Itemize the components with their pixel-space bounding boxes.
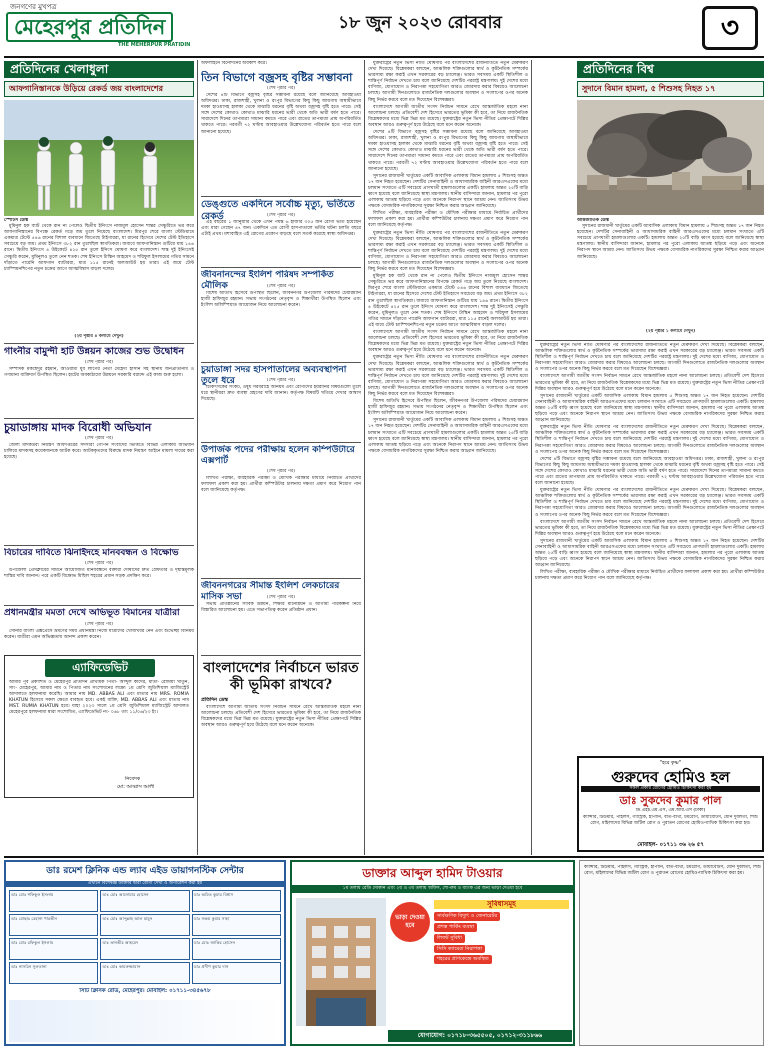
col4-body-text-4: যুক্তরাষ্ট্রের নতুন ভিসা নীতি ঘোষণার পর বাংলাদেশের রাজনীতিতে নতুন মেরুকরণ দেখা দিয়েছে। বিশ্লেষকরা বলছেন, আঞ্চলিক শক্তিগুলোর স্বার্থ ও কূটনৈতিক সম্পর্কের ভারসাম্য রক্ষা করাই এখন সরকারের বড় চ্যালেঞ্জ। ভারত সবসময় একটি স্থিতিশীল ও শান্তিপূর্ণ নির্বাচন দেখতে চায় বলে জানিয়েছে দেশটির পররাষ্ট্র মন্ত্রণালয়। দুই দেশের মধ্যে বাণিজ্য, যোগাযোগ ও নিরাপত্তা সহযোগিতা আরও জোরদার করার বিষয়েও আলোচনা চলছে। আগামী দিনগুলোতে রাজনৈতিক দলগুলোর অবস্থান ও সংলাপের ওপর অনেক কিছু নির্ভর করবে বলে মত দিয়েছেন বিশেষজ্ঞরা। bbox=[535, 425, 764, 455]
left-body-2-text: জেলা মাদকদ্রব্য নিয়ন্ত্রণ অধিদপ্তরের সদস্যরা গোপন সংবাদের ভিত্তিতে বিভিন্ন এলাকায় অভিযান চালিয়ে মাদকসহ কয়েকজনকে আটক করে। আটককৃতদের বিরুদ্ধে মাদক নিয়ন্ত্রণ আইনে মামলা দায়ের করা হয়েছে। bbox=[4, 443, 194, 461]
sports-continued: (২য় পৃষ্ঠার ৪ কলামে দেখুন) bbox=[74, 334, 124, 339]
tower-perk-3: লিফট সুবিধা bbox=[434, 934, 465, 943]
sports-photo bbox=[4, 100, 194, 216]
left-body-4-text: সোনার বাংলা এক্সপ্রেসে ভ্রমণের সময় প্রধানমন্ত্রী নিজে যাত্রীদের খোঁজখবর নেন এবং শুভেচ্ছা বিনিময় করেন। যাত্রীরা এমন অভিজ্ঞতায় আনন্দ প্রকাশ করেন। bbox=[4, 629, 194, 641]
main-source-4: (শেষ পৃষ্ঠার পর) bbox=[267, 378, 295, 383]
main-body-6 bbox=[201, 602, 361, 652]
clinic-doctor-6: ডাঃ সঞ্জয় কুমার সাহা bbox=[192, 914, 281, 936]
col3-body-text-6: যুক্তরাষ্ট্রের নতুন ভিসা নীতি ঘোষণার পর বাংলাদেশের রাজনীতিতে নতুন মেরুকরণ দেখা দিয়েছে। বিশ্লেষকরা বলছেন, আঞ্চলিক শক্তিগুলোর স্বার্থ ও কূটনৈতিক সম্পর্কের ভারসাম্য রক্ষা করাই এখন সরকারের বড় চ্যালেঞ্জ। ভারত সবসময় একটি স্থিতিশীল ও শান্তিপূর্ণ নির্বাচন দেখতে চায় বলে জানিয়েছে দেশটির পররাষ্ট্র মন্ত্রণালয়। দুই দেশের মধ্যে বাণিজ্য, যোগাযোগ ও নিরাপত্তা সহযোগিতা আরও জোরদার করার বিষয়েও আলোচনা চলছে। আগামী দিনগুলোতে রাজনৈতিক দলগুলোর অবস্থান ও সংলাপের ওপর অনেক কিছু নির্ভর করবে বলে মত দিয়েছেন বিশেষজ্ঞরা। bbox=[368, 230, 528, 273]
clinic-row-4 bbox=[9, 962, 281, 984]
smoke-over-city-illustration bbox=[577, 100, 764, 215]
tower-perk-5: শহরের প্রাণকেন্দ্রে অবস্থিত bbox=[434, 955, 492, 964]
col3-body-text-11: সুদানের রাজধানী খার্তুমের একটি আবাসিক এলাকায় বিমান হামলায় ৫ শিশুসহ অন্তত ১৭ জন নিহত হয়েছেন। দেশটির সেনাবাহিনী ও আধাসামরিক বাহিনী আরএসএফের মধ্যে চলমান সংঘাতে এটি সবচেয়ে প্রাণঘাতী হামলাগুলোর একটি। হামলায় অন্তত ২৫টি বাড়ি ধ্বংস হয়েছে বলে জানিয়েছে স্বাস্থ্য মন্ত্রণালয়। স্থানীয় বাসিন্দারা জানান, হামলার পর পুরো এলাকায় আতঙ্ক ছড়িয়ে পড়ে এবং অনেকে নিরাপদ স্থানে আশ্রয় নেন। জাতিসংঘ উভয় পক্ষকে বেসামরিক নাগরিকদের সুরক্ষা নিশ্চিত করার আহ্বান জানিয়েছে। bbox=[368, 418, 528, 454]
world-caption: আন্তর্জাতিক ডেস্ক bbox=[577, 218, 610, 223]
sports-body-text: মুমিনুল হক ব্যাট থেকে রান না পেলেও দ্বিতীয় ইনিংসে নাজমুল হোসেন শান্তর সেঞ্চুরিতে ভর করে আফগানিস্তানের বিপক্ষে রেকর্ড গড়ে জয় তুলে নিয়েছে বাংলাদেশ। মিরপুর শেরে বাংলা স্টেডিয়ামে একমাত্র টেস্টে ৫৪৬ রানের বিশাল ব্যবধানে জিতেছে টাইগাররা, যা রানের হিসেবে দেশের টেস্ট ইতিহাসে সবচেয়ে বড় জয়। প্রথম ইনিংসে ৩৮২ রান তুলেছিল স্বাগতিকরা। জবাবে আফগানিস্তান গুটিয়ে যায় ১৪৬ রানে। দ্বিতীয় ইনিংসে ৪ উইকেটে ৪২৫ রান তুলে ইনিংস ঘোষণা করে বাংলাদেশ। শান্ত দুই ইনিংসেই সেঞ্চুরি করেন, মুমিনুলও তুলে নেন শতক। শেষ ইনিংসে টাস্কিন আহমেদ ও শরিফুল ইসলামের গতির সামনে দাঁড়াতে পারেনি আফগান ব্যাটাররা, মাত্র ১১৫ রানেই অলআউট হয় তারা। এই জয়ে টেস্ট চ্যাম্পিয়নশিপের নতুন চক্রের আগে আত্মবিশ্বাস বাড়ল দলের। bbox=[4, 224, 194, 272]
main-rule-4 bbox=[201, 442, 361, 443]
affidavit-title bbox=[45, 659, 155, 677]
col3-body-text: যুক্তরাষ্ট্রের নতুন ভিসা নীতি ঘোষণার পর বাংলাদেশের রাজনীতিতে নতুন মেরুকরণ দেখা দিয়েছে। বিশ্লেষকরা বলছেন, আঞ্চলিক শক্তিগুলোর স্বার্থ ও কূটনৈতিক সম্পর্কের ভারসাম্য রক্ষা করাই এখন সরকারের বড় চ্যালেঞ্জ। ভারত সবসময় একটি স্থিতিশীল ও শান্তিপূর্ণ নির্বাচন দেখতে চায় বলে জানিয়েছে দেশটির পররাষ্ট্র মন্ত্রণালয়। দুই দেশের মধ্যে বাণিজ্য, যোগাযোগ ও নিরাপত্তা সহযোগিতা আরও জোরদার করার বিষয়েও আলোচনা চলছে। আগামী দিনগুলোতে রাজনৈতিক দলগুলোর অবস্থান ও সংলাপের ওপর অনেক কিছু নির্ভর করবে বলে মত দিয়েছেন বিশেষজ্ঞরা। bbox=[368, 61, 528, 103]
sports-body bbox=[4, 218, 194, 334]
clinic-band bbox=[9, 1000, 281, 1042]
world-body bbox=[577, 218, 764, 328]
main-source-5: (শেষ পৃষ্ঠার পর) bbox=[267, 469, 295, 474]
left-body-1 bbox=[4, 367, 194, 417]
clinic-doctor-3: ডাঃ অমিত কুমার বিশ্বাস bbox=[192, 890, 281, 912]
main-body-1 bbox=[201, 93, 361, 193]
left-headline-4: প্রধানমন্ত্রীর মমতা দেখে অভিভূত বিমানের যাত্রীরা bbox=[4, 608, 180, 618]
page-number bbox=[702, 6, 758, 50]
clinic-row-3 bbox=[9, 938, 281, 960]
clinic-doctor-11: ডাঃ মোঃ কামরুজ্জামান bbox=[100, 962, 189, 984]
col3-body-text-8: বাংলাদেশে আগামী জাতীয় সংসদ নির্বাচন সামনে রেখে আন্তর্জাতিক মহলে নানা আলোচনা চলছে। প্রতিবেশী দেশ হিসেবে ভারতের ভূমিকা কী হবে, তা নিয়ে রাজনৈতিক বিশ্লেষকদের মধ্যে ভিন্ন ভিন্ন মত রয়েছে। যুক্তরাষ্ট্রের নতুন ভিসা নীতির প্রেক্ষাপটে দিল্লির অবস্থান আরও গুরুত্বপূর্ণ হয়ে উঠেছে বলে মনে করেন অনেকে। bbox=[368, 330, 528, 354]
masthead bbox=[0, 0, 768, 54]
world-section-title: প্রতিদিনের বিশ্ব bbox=[583, 62, 654, 77]
left-source-2: (শেষ পৃষ্ঠার পর) bbox=[85, 436, 113, 441]
ad-right-filler-body: ক্যান্সার, টিউমার, পাইলস, গ্যাস্ট্রিক, হাঁপানি, বাত-ব্যথা, চর্মরোগ, ডায়াবেটিস, যৌন দুর্বলতা, শিশু রোগ, মহিলাদের বিভিন্ন জটিল রোগ ও পুরাতন রোগের হোমিওপ্যাথিক চিকিৎসা করা হয়। bbox=[584, 865, 761, 877]
world-bottom-rule bbox=[535, 340, 764, 341]
masthead-rule bbox=[4, 56, 764, 58]
ad-right-filler bbox=[579, 860, 764, 1046]
main-body-3-text: বিশেষ অতিথি হিসেবে উপস্থিত ছিলেন, জীবননগর উপজেলা পরিষদের চেয়ারম্যান হাজী হাফিজুর রহমান। সভায় সংগঠনের নেতৃবৃন্দ ও শিক্ষার্থীরা উপস্থিত ছিলেন এবং ইংলিশ অলিম্পিয়াড আয়োজন নিয়ে আলোচনা করেন। bbox=[201, 291, 361, 309]
main-source-2: (শেষ পৃষ্ঠার পর) bbox=[267, 213, 295, 218]
col4-body-text-2: বাংলাদেশে আগামী জাতীয় সংসদ নির্বাচন সামনে রেখে আন্তর্জাতিক মহলে নানা আলোচনা চলছে। প্রতিবেশী দেশ হিসেবে ভারতের ভূমিকা কী হবে, তা নিয়ে রাজনৈতিক বিশ্লেষকদের মধ্যে ভিন্ন ভিন্ন মত রয়েছে। যুক্তরাষ্ট্রের নতুন ভিসা নীতির প্রেক্ষাপটে দিল্লির অবস্থান আরও গুরুত্বপূর্ণ হয়ে উঠেছে বলে মনে করেন অনেকে। bbox=[535, 374, 764, 392]
main-body-2 bbox=[201, 220, 361, 265]
main-body-1-text: দেশের ৪টি বিভাগে বজ্রসহ বৃষ্টির সম্ভাবনা রয়েছে বলে জানিয়েছে আবহাওয়া অধিদপ্তর। ঢাকা, রাজশাহী, খুলনা ও রংপুর বিভাগের কিছু কিছু জায়গায় অস্থায়ীভাবে দমকা হাওয়াসহ হালকা থেকে মাঝারি ধরনের বৃষ্টি অথবা বজ্রসহ বৃষ্টি হতে পারে। সেই সঙ্গে দেশের কোথাও কোথাও মাঝারি ধরনের ভারী থেকে অতি ভারী বর্ষণ হতে পারে। সারাদেশে দিনের তাপমাত্রা সামান্য কমতে পারে এবং রাতের তাপমাত্রা প্রায় অপরিবর্তিত থাকতে পারে। পরবর্তী ৭২ ঘণ্টায় আবহাওয়ার উল্লেখযোগ্য পরিবর্তন হতে পারে বলে জানানো হয়েছে। bbox=[201, 93, 361, 135]
tower-contact: যোগাযোগ: ০১৭১৮-৩৬৫৫০৫, ০১৭১২-৩১১৮৬৬ bbox=[388, 1030, 572, 1042]
left-body-2 bbox=[4, 443, 194, 543]
world-headline bbox=[577, 81, 764, 97]
feature-source: প্রতিদিন ডেস্ক bbox=[201, 697, 229, 703]
col3-body-text-5: লিখিত পরীক্ষা, ব্যবহারিক পরীক্ষা ও মৌখিক পরীক্ষার মাধ্যমে নির্বাচিত প্রার্থীদের ফলাফল প্রকাশ করা হয়। প্রার্থীরা কম্পিউটার চালনায় দক্ষতা প্রমাণ করে নিয়োগ পান বলে জানিয়েছে কর্তৃপক্ষ। bbox=[368, 211, 528, 229]
main-body-6-text: সভায় প্রতিষ্ঠানের সার্বিক উন্নয়ন, শিক্ষার মানোন্নয়ন ও আগামী পরিকল্পনা নিয়ে বিস্তারিত আলোচনা হয়। এতে সভাপতিত্ব করেন প্রতিষ্ঠান প্রধান। bbox=[201, 602, 361, 614]
tower-rent-badge bbox=[390, 902, 430, 942]
tower-rent-badge-text: ভাড়া দেওয়া হবে bbox=[395, 913, 425, 929]
sports-headline-text: আফগানিস্তানকে উড়িয়ে রেকর্ড জয় বাংলাদেশের bbox=[9, 83, 164, 93]
clinic-doctor-10: ডাঃ নাসরিন সুলতানা bbox=[9, 962, 98, 984]
col-rule-1 bbox=[197, 60, 198, 855]
main-rule-1 bbox=[201, 196, 361, 197]
col3-body-text-10: বিশেষ অতিথি হিসেবে উপস্থিত ছিলেন, জীবননগর উপজেলা পরিষদের চেয়ারম্যান হাজী হাফিজুর রহমান। সভায় সংগঠনের নেতৃবৃন্দ ও শিক্ষার্থীরা উপস্থিত ছিলেন এবং ইংলিশ অলিম্পিয়াড আয়োজন নিয়ে আলোচনা করেন। bbox=[368, 399, 528, 417]
main-headline-3: জীবনানন্দের ইংলিশ পরিষদ সম্পর্কিত মৌলিক bbox=[201, 270, 334, 291]
col3-body-text-2: বাংলাদেশে আগামী জাতীয় সংসদ নির্বাচন সামনে রেখে আন্তর্জাতিক মহলে নানা আলোচনা চলছে। প্রতিবেশী দেশ হিসেবে ভারতের ভূমিকা কী হবে, তা নিয়ে রাজনৈতিক বিশ্লেষকদের মধ্যে ভিন্ন ভিন্ন মত রয়েছে। যুক্তরাষ্ট্রের নতুন ভিসা নীতির প্রেক্ষাপটে দিল্লির অবস্থান আরও গুরুত্বপূর্ণ হয়ে উঠেছে বলে মনে করেন অনেকে। bbox=[368, 104, 528, 128]
left-rule-2 bbox=[4, 545, 194, 546]
main-source-3: (শেষ পৃষ্ঠার পর) bbox=[267, 284, 295, 289]
main-source-6: (শেষ পৃষ্ঠার পর) bbox=[267, 595, 295, 600]
main-headline-5: উপার্জক পদের পরীক্ষায় হলেন কম্পিউটারে এক্সপার্ট bbox=[201, 445, 355, 466]
col3-body-text-4: সুদানের রাজধানী খার্তুমের একটি আবাসিক এলাকায় বিমান হামলায় ৫ শিশুসহ অন্তত ১৭ জন নিহত হয়েছেন। দেশটির সেনাবাহিনী ও আধাসামরিক বাহিনী আরএসএফের মধ্যে চলমান সংঘাতে এটি সবচেয়ে প্রাণঘাতী হামলাগুলোর একটি। হামলায় অন্তত ২৫টি বাড়ি ধ্বংস হয়েছে বলে জানিয়েছে স্বাস্থ্য মন্ত্রণালয়। স্থানীয় বাসিন্দারা জানান, হামলার পর পুরো এলাকায় আতঙ্ক ছড়িয়ে পড়ে এবং অনেকে নিরাপদ স্থানে আশ্রয় নেন। জাতিসংঘ উভয় পক্ষকে বেসামরিক নাগরিকদের সুরক্ষা নিশ্চিত করার আহ্বান জানিয়েছে। bbox=[368, 173, 528, 210]
affidavit-box bbox=[4, 655, 194, 798]
clinic-ad-title: ডাঃ রমেশ ক্লিনিক এন্ড ল্যাব এইড ডায়াগনস্টিক সেন্টার bbox=[6, 862, 284, 880]
sports-caption: স্পোর্টস ডেস্ক bbox=[4, 218, 29, 223]
paper-name-text: মেহেরপুর প্রতিদিন bbox=[14, 13, 166, 39]
tower-ad-title: ডাক্তার আব্দুল হামিদ টাওয়ার bbox=[292, 862, 573, 884]
left-body-3-text: উপজেলা প্রেসক্লাবের সামনে আয়োজিত মানববন্ধনে বক্তারা দোষীদের দ্রুত গ্রেফতার ও দৃষ্টান্তমূলক শাস্তির দাবি জানান। পরে একটি বিক্ষোভ মিছিল শহরের প্রধান সড়ক প্রদক্ষিণ করে। bbox=[4, 568, 194, 580]
main-headline-1: তিন বিভাগে বজ্রসহ বৃষ্টির সম্ভাবনা bbox=[201, 71, 353, 84]
homeo-small: "হরে কৃষ্ণ" bbox=[659, 760, 682, 766]
ads-top-rule bbox=[4, 856, 764, 858]
main-rule-2 bbox=[201, 267, 361, 268]
paper-name bbox=[6, 12, 173, 42]
main-body-2-text: এই বছরের ১ জানুয়ারি থেকে এখন পর্যন্ত ৬ হাজার ৩০৫ জন রোগী ভর্তি হয়েছেন এবং মারা গেছেন ৪৭ জন। একদিনে এত রোগী হাসপাতালে ভর্তির ঘটনা চলতি বছরে এটাই প্রথম। মশাবাহিত এই রোগের প্রকোপ বাড়ছে বলে সতর্ক করেছে স্বাস্থ্য অধিদপ্তর। bbox=[201, 220, 361, 238]
homeo-phone: মোবাইল- ০১৭১১ ৩৬ ২৬ ৫৭ bbox=[637, 842, 704, 848]
homeo-sub: সকল প্রকার রোগের হোমিও চিকিৎসা করা হয় bbox=[581, 786, 760, 792]
page-number-text: ৩ bbox=[720, 11, 740, 45]
world-continued: (২য় পৃষ্ঠার ১ কলামে দেখুন) bbox=[645, 329, 696, 334]
left-rule-1 bbox=[4, 418, 194, 419]
col3-body-text-9: যুক্তরাষ্ট্রের নতুন ভিসা নীতি ঘোষণার পর বাংলাদেশের রাজনীতিতে নতুন মেরুকরণ দেখা দিয়েছে। বিশ্লেষকরা বলছেন, আঞ্চলিক শক্তিগুলোর স্বার্থ ও কূটনৈতিক সম্পর্কের ভারসাম্য রক্ষা করাই এখন সরকারের বড় চ্যালেঞ্জ। ভারত সবসময় একটি স্থিতিশীল ও শান্তিপূর্ণ নির্বাচন দেখতে চায় বলে জানিয়েছে দেশটির পররাষ্ট্র মন্ত্রণালয়। দুই দেশের মধ্যে বাণিজ্য, যোগাযোগ ও নিরাপত্তা সহযোগিতা আরও জোরদার করার বিষয়েও আলোচনা চলছে। আগামী দিনগুলোতে রাজনৈতিক দলগুলোর অবস্থান ও সংলাপের ওপর অনেক কিছু নির্ভর করবে বলে মত দিয়েছেন বিশেষজ্ঞরা। bbox=[368, 355, 528, 397]
col-rule-2 bbox=[364, 60, 365, 855]
clinic-doctor-7: ডাঃ মোঃ রফিকুল ইসলাম bbox=[9, 938, 98, 960]
main-intro: অফলাইনে বিনোদনের অবকাশ করে। bbox=[201, 61, 267, 66]
sports-section-header bbox=[4, 61, 194, 78]
feature-body-text: বাংলাদেশে আগামী জাতীয় সংসদ নির্বাচন সামনে রেখে আন্তর্জাতিক মহলে নানা আলোচনা চলছে। প্রতিবেশী দেশ হিসেবে ভারতের ভূমিকা কী হবে, তা নিয়ে রাজনৈতিক বিশ্লেষকদের মধ্যে ভিন্ন ভিন্ন মত রয়েছে। যুক্তরাষ্ট্রের নতুন ভিসা নীতির প্রেক্ষাপটে দিল্লির অবস্থান আরও গুরুত্বপূর্ণ হয়ে উঠেছে বলে মনে করেন অনেকে। bbox=[201, 705, 361, 729]
col4-body-text-7: বাংলাদেশে আগামী জাতীয় সংসদ নির্বাচন সামনে রেখে আন্তর্জাতিক মহলে নানা আলোচনা চলছে। প্রতিবেশী দেশ হিসেবে ভারতের ভূমিকা কী হবে, তা নিয়ে রাজনৈতিক বিশ্লেষকদের মধ্যে ভিন্ন ভিন্ন মত রয়েছে। যুক্তরাষ্ট্রের নতুন ভিসা নীতির প্রেক্ষাপটে দিল্লির অবস্থান আরও গুরুত্বপূর্ণ হয়ে উঠেছে বলে মনে করেন অনেকে। bbox=[535, 519, 764, 537]
main-body-5-text: লিখিত পরীক্ষা, ব্যবহারিক পরীক্ষা ও মৌখিক পরীক্ষার মাধ্যমে নির্বাচিত প্রার্থীদের ফলাফল প্রকাশ করা হয়। প্রার্থীরা কম্পিউটার চালনায় দক্ষতা প্রমাণ করে নিয়োগ পান বলে জানিয়েছে কর্তৃপক্ষ। bbox=[201, 476, 361, 494]
sports-section-title: প্রতিদিনের খেলাধুলা bbox=[10, 62, 109, 77]
tower-perks bbox=[434, 900, 569, 965]
tower-building-image bbox=[296, 898, 386, 1026]
tower-ad-sub: ১ম তলায় রেডি দোকান এবং ২য় ও ৩য় তলায় অফিস, শো-রুম ও ব্যাংক এর জন্য ভাড়া দেওয়া হবে bbox=[292, 885, 573, 893]
paper-name-en: THE MEHERPUR PRATIDIN bbox=[118, 42, 191, 48]
clinic-doctor-2: ডাঃ মোঃ আনোয়ার হোসেন bbox=[100, 890, 189, 912]
main-body-3 bbox=[201, 291, 361, 361]
left-headline-1: গাংনীর বামুন্দী হাট উন্নয়ন কাজের শুভ উদ্বোধন bbox=[4, 346, 185, 357]
col3-body-text-3: দেশের ৪টি বিভাগে বজ্রসহ বৃষ্টির সম্ভাবনা রয়েছে বলে জানিয়েছে আবহাওয়া অধিদপ্তর। ঢাকা, রাজশাহী, খুলনা ও রংপুর বিভাগের কিছু কিছু জায়গায় অস্থায়ীভাবে দমকা হাওয়াসহ হালকা থেকে মাঝারি ধরনের বৃষ্টি অথবা বজ্রসহ বৃষ্টি হতে পারে। সেই সঙ্গে দেশের কোথাও কোথাও মাঝারি ধরনের ভারী থেকে অতি ভারী বর্ষণ হতে পারে। সারাদেশে দিনের তাপমাত্রা সামান্য কমতে পারে এবং রাতের তাপমাত্রা প্রায় অপরিবর্তিত থাকতে পারে। পরবর্তী ৭২ ঘণ্টায় আবহাওয়ার উল্লেখযোগ্য পরিবর্তন হতে পারে বলে জানানো হয়েছে। bbox=[368, 130, 528, 172]
world-body-text: সুদানের রাজধানী খার্তুমের একটি আবাসিক এলাকায় বিমান হামলায় ৫ শিশুসহ অন্তত ১৭ জন নিহত হয়েছেন। দেশটির সেনাবাহিনী ও আধাসামরিক বাহিনী আরএসএফের মধ্যে চলমান সংঘাতে এটি সবচেয়ে প্রাণঘাতী হামলাগুলোর একটি। হামলায় অন্তত ২৫টি বাড়ি ধ্বংস হয়েছে বলে জানিয়েছে স্বাস্থ্য মন্ত্রণালয়। স্থানীয় বাসিন্দারা জানান, হামলার পর পুরো এলাকায় আতঙ্ক ছড়িয়ে পড়ে এবং অনেকে নিরাপদ স্থানে আশ্রয় নেন। জাতিসংঘ উভয় পক্ষকে বেসামরিক নাগরিকদের সুরক্ষা নিশ্চিত করার আহ্বান জানিয়েছে। bbox=[577, 224, 764, 260]
world-section-header bbox=[577, 61, 764, 78]
tower-perks-title: সুবিধাসমূহ bbox=[434, 900, 569, 909]
tower-perk-4: সিসি ক্যামেরা নিরাপত্তা bbox=[434, 945, 485, 954]
left-body-3 bbox=[4, 568, 194, 604]
left-source-1: (শেষ পৃষ্ঠার পর) bbox=[85, 360, 113, 365]
issue-date: ১৮ জুন ২০২৩ রোববার bbox=[338, 13, 502, 33]
feature-headline: বাংলাদেশের নির্বাচনে ভারত কী ভূমিকা রাখবে? bbox=[203, 660, 359, 693]
clinic-doctor-grid bbox=[9, 890, 281, 986]
tower-perk-1: সার্বক্ষণিক বিদ্যুৎ ও জেনারেটর bbox=[434, 912, 500, 921]
col4-body-text-6: যুক্তরাষ্ট্রের নতুন ভিসা নীতি ঘোষণার পর বাংলাদেশের রাজনীতিতে নতুন মেরুকরণ দেখা দিয়েছে। বিশ্লেষকরা বলছেন, আঞ্চলিক শক্তিগুলোর স্বার্থ ও কূটনৈতিক সম্পর্কের ভারসাম্য রক্ষা করাই এখন সরকারের বড় চ্যালেঞ্জ। ভারত সবসময় একটি স্থিতিশীল ও শান্তিপূর্ণ নির্বাচন দেখতে চায় বলে জানিয়েছে দেশটির পররাষ্ট্র মন্ত্রণালয়। দুই দেশের মধ্যে বাণিজ্য, যোগাযোগ ও নিরাপত্তা সহযোগিতা আরও জোরদার করার বিষয়েও আলোচনা চলছে। আগামী দিনগুলোতে রাজনৈতিক দলগুলোর অবস্থান ও সংলাপের ওপর অনেক কিছু নির্ভর করবে বলে মত দিয়েছেন বিশেষজ্ঞরা। bbox=[535, 488, 764, 518]
homeo-degree: ডি.এইচ.এম.এস, এম.আর.এস (ঢাকা) bbox=[635, 808, 706, 813]
clinic-row-2 bbox=[9, 914, 281, 936]
clinic-doctor-4: ডাঃ মোছাঃ রেহানা পারভীন bbox=[9, 914, 98, 936]
left-rule-3 bbox=[4, 605, 194, 606]
clinic-doctor-5: ডাঃ মোঃ আব্দুল্লাহ আল মামুন bbox=[100, 914, 189, 936]
main-body-5 bbox=[201, 476, 361, 576]
col4-body-text: যুক্তরাষ্ট্রের নতুন ভিসা নীতি ঘোষণার পর বাংলাদেশের রাজনীতিতে নতুন মেরুকরণ দেখা দিয়েছে। বিশ্লেষকরা বলছেন, আঞ্চলিক শক্তিগুলোর স্বার্থ ও কূটনৈতিক সম্পর্কের ভারসাম্য রক্ষা করাই এখন সরকারের বড় চ্যালেঞ্জ। ভারত সবসময় একটি স্থিতিশীল ও শান্তিপূর্ণ নির্বাচন দেখতে চায় বলে জানিয়েছে দেশটির পররাষ্ট্র মন্ত্রণালয়। দুই দেশের মধ্যে বাণিজ্য, যোগাযোগ ও নিরাপত্তা সহযোগিতা আরও জোরদার করার বিষয়েও আলোচনা চলছে। আগামী দিনগুলোতে রাজনৈতিক দলগুলোর অবস্থান ও সংলাপের ওপর অনেক কিছু নির্ভর করবে বলে মত দিয়েছেন বিশেষজ্ঞরা। bbox=[535, 343, 764, 373]
clinic-doctor-8: ডাঃ তানভীর আহমেদ bbox=[100, 938, 189, 960]
main-headline-6: জীবননগরের সীমান্ত ইংলিশ লেকচারের মাসিক সভা bbox=[201, 581, 340, 602]
main-body-4-text: চিকিৎসকের সংকট, ওষুধ সরবরাহে অনিয়ম এবং রোগীদের হয়রানির বিষয়গুলো তুলে ধরে স্থানীয়রা দ্রুত ব্যবস্থা গ্রহণের দাবি জানান। কর্তৃপক্ষ বিষয়টি খতিয়ে দেখার আশ্বাস দিয়েছে। bbox=[201, 385, 361, 403]
left-body-1-text: সম্পাদক মকছেদুর রহমান, আওয়ামী যুব লীগের নেতা মেহেদী হাসান সহ স্থানীয় জনপ্রতিনিধি ও গণ্যমান্য ব্যক্তিবর্গ উপস্থিত ছিলেন। হাটের অবকাঠামো উন্নয়নে সরকারি বরাদ্দে এই কাজ শুরু হলো। bbox=[4, 367, 194, 379]
col4-body-text-9: লিখিত পরীক্ষা, ব্যবহারিক পরীক্ষা ও মৌখিক পরীক্ষার মাধ্যমে নির্বাচিত প্রার্থীদের ফলাফল প্রকাশ করা হয়। প্রার্থীরা কম্পিউটার চালনায় দক্ষতা প্রমাণ করে নিয়োগ পান বলে জানিয়েছে কর্তৃপক্ষ। bbox=[535, 570, 764, 582]
world-photo bbox=[577, 100, 764, 215]
masthead-tagline: জনগণের মুখপত্র bbox=[10, 3, 57, 11]
main-source-1: (শেষ পৃষ্ঠার পর) bbox=[267, 86, 295, 91]
main-rule-5 bbox=[201, 578, 361, 579]
tower-perk-2: প্রশস্ত পার্কিং ব্যবস্থা bbox=[434, 923, 477, 932]
col-rule-3 bbox=[531, 60, 532, 855]
main-body-4 bbox=[201, 385, 361, 440]
feature-body bbox=[201, 705, 361, 853]
homeo-doctor: ডাঃ সুকদেব কুমার পাল bbox=[619, 794, 722, 807]
main-headline-2: ডেঙ্গুতে একদিনে সর্বোচ্চ মৃত্যু, ভর্তিতে রেকর্ড bbox=[201, 199, 355, 222]
affidavit-signer: মো: আব্বাস আলী bbox=[117, 784, 155, 790]
tower-ad bbox=[290, 860, 575, 1046]
building-icon bbox=[296, 898, 386, 1026]
left-source-4: (শেষ পৃষ্ঠার পর) bbox=[85, 622, 113, 627]
left-source-3: (শেষ পৃষ্ঠার পর) bbox=[85, 561, 113, 566]
main-headline-4: চুয়াডাঙ্গা সদর হাসপাতালের অব্যবস্থাপনা তুলে ধরে bbox=[201, 365, 347, 386]
clinic-ad bbox=[4, 860, 286, 1046]
left-headline-2: চুয়াডাঙ্গায় মাদক বিরোধী অভিযান bbox=[4, 421, 152, 434]
col3-body bbox=[368, 61, 528, 853]
homeo-ad bbox=[577, 756, 764, 852]
main-rule-3 bbox=[201, 362, 361, 363]
col4-body-text-8: সুদানের রাজধানী খার্তুমের একটি আবাসিক এলাকায় বিমান হামলায় ৫ শিশুসহ অন্তত ১৭ জন নিহত হয়েছেন। দেশটির সেনাবাহিনী ও আধাসামরিক বাহিনী আরএসএফের মধ্যে চলমান সংঘাতে এটি সবচেয়ে প্রাণঘাতী হামলাগুলোর একটি। হামলায় অন্তত ২৫টি বাড়ি ধ্বংস হয়েছে বলে জানিয়েছে স্বাস্থ্য মন্ত্রণালয়। স্থানীয় বাসিন্দারা জানান, হামলার পর পুরো এলাকায় আতঙ্ক ছড়িয়ে পড়ে এবং অনেকে নিরাপদ স্থানে আশ্রয় নেন। জাতিসংঘ উভয় পক্ষকে বেসামরিক নাগরিকদের সুরক্ষা নিশ্চিত করার আহ্বান জানিয়েছে। bbox=[535, 538, 764, 569]
col4-body-text-3: সুদানের রাজধানী খার্তুমের একটি আবাসিক এলাকায় বিমান হামলায় ৫ শিশুসহ অন্তত ১৭ জন নিহত হয়েছেন। দেশটির সেনাবাহিনী ও আধাসামরিক বাহিনী আরএসএফের মধ্যে চলমান সংঘাতে এটি সবচেয়ে প্রাণঘাতী হামলাগুলোর একটি। হামলায় অন্তত ২৫টি বাড়ি ধ্বংস হয়েছে বলে জানিয়েছে স্বাস্থ্য মন্ত্রণালয়। স্থানীয় বাসিন্দারা জানান, হামলার পর পুরো এলাকায় আতঙ্ক ছড়িয়ে পড়ে এবং অনেকে নিরাপদ স্থানে আশ্রয় নেন। জাতিসংঘ উভয় পক্ষকে বেসামরিক নাগরিকদের সুরক্ষা নিশ্চিত করার আহ্বান জানিয়েছে। bbox=[535, 393, 764, 424]
col4-body bbox=[535, 343, 764, 753]
clinic-doctor-9: ডাঃ মোঃ জাকির হোসেন bbox=[192, 938, 281, 960]
homeo-title: গুরুদেব হোমিও হল bbox=[611, 768, 730, 786]
clinic-contact: সিটি ক্লিনিক রোড, মেহেরপুর। মোবাইল: ০১৭১১-৩৪৫৬৭৮ bbox=[79, 988, 211, 994]
left-body-4 bbox=[4, 629, 194, 653]
sports-bottom-rule bbox=[4, 343, 194, 344]
col3-body-text-7: মুমিনুল হক ব্যাট থেকে রান না পেলেও দ্বিতীয় ইনিংসে নাজমুল হোসেন শান্তর সেঞ্চুরিতে ভর করে আফগানিস্তানের বিপক্ষে রেকর্ড গড়ে জয় তুলে নিয়েছে বাংলাদেশ। মিরপুর শেরে বাংলা স্টেডিয়ামে একমাত্র টেস্টে ৫৪৬ রানের বিশাল ব্যবধানে জিতেছে টাইগাররা, যা রানের হিসেবে দেশের টেস্ট ইতিহাসে সবচেয়ে বড় জয়। প্রথম ইনিংসে ৩৮২ রান তুলেছিল স্বাগতিকরা। জবাবে আফগানিস্তান গুটিয়ে যায় ১৪৬ রানে। দ্বিতীয় ইনিংসে ৪ উইকেটে ৪২৫ রান তুলে ইনিংস ঘোষণা করে বাংলাদেশ। শান্ত দুই ইনিংসেই সেঞ্চুরি করেন, মুমিনুলও তুলে নেন শতক। শেষ ইনিংসে টাস্কিন আহমেদ ও শরিফুল ইসলামের গতির সামনে দাঁড়াতে পারেনি আফগান ব্যাটাররা, মাত্র ১১৫ রানেই অলআউট হয় তারা। এই জয়ে টেস্ট চ্যাম্পিয়নশিপের নতুন চক্রের আগে আত্মবিশ্বাস বাড়ল দলের। bbox=[368, 274, 528, 328]
affidavit-body: আমার পূর্ব প্রকাশিত ও মেহেরপুর প্রতিদিন প্রাথমিক পিতা- আব্দুল কাদের, মাতা- রোমিয়া খাতুন, সাং- মেহেরপুর, আমার নাম ও পিতার নাম সংশোধনের লক্ষ্যে ১ম শ্রেণি জুডিশিয়াল ম্যাজিস্ট্রেট আদালতে হলফনামা করেছি। আমার নাম MD. ABBAS ALI এবং মাতার নাম MRS. ROMIA KHATUN হিসেবে সকল ক্ষেত্রে ব্যবহৃত হবে। একই ব্যক্তি, MD. ABBAS ALI এবং মাতার নাম MST. RUMIA KHATUN হবে। যাহা ২০২৩ সালে ১ম শ্রেণি জুডিশিয়াল ম্যাজিস্ট্রেট আদালত মেহেরপুরে হলফনামা দ্বারা সংশোধিত, এ্যাফিডেভিট নং- ০৬৮ তাং ১১/০৬/২৩ ইং। bbox=[9, 680, 189, 716]
affidavit-title-text: এ্যাফিডেভিট bbox=[72, 660, 128, 674]
homeo-body: ক্যান্সার, টিউমার, পাইলস, গ্যাস্ট্রিক, হাঁপানি, বাত-ব্যথা, চর্মরোগ, ডায়াবেটিস, যৌন দুর্বলতা, শিশু রোগ, মহিলাদের বিভিন্ন জটিল রোগ ও পুরাতন রোগের হোমিওপ্যাথিক চিকিৎসা করা হয়। bbox=[583, 815, 758, 827]
cricket-players-illustration bbox=[4, 100, 194, 216]
sports-headline bbox=[4, 81, 194, 97]
clinic-doctor-1: ডাঃ মোঃ শফিকুল ইসলাম bbox=[9, 890, 98, 912]
clinic-ad-sub: এখানে বিশেষজ্ঞ ডাক্তার দ্বারা রোগী দেখা ও অপারেশন করা হয় bbox=[6, 881, 284, 887]
clinic-doctor-12: ডাঃ প্রদীপ কুমার দাস bbox=[192, 962, 281, 984]
left-headline-3: বিচারের দাবিতে ঝিনাইদহে মানববন্ধন ও বিক্ষোভ bbox=[4, 548, 179, 558]
col4-body-text-5: দেশের ৪টি বিভাগে বজ্রসহ বৃষ্টির সম্ভাবনা রয়েছে বলে জানিয়েছে আবহাওয়া অধিদপ্তর। ঢাকা, রাজশাহী, খুলনা ও রংপুর বিভাগের কিছু কিছু জায়গায় অস্থায়ীভাবে দমকা হাওয়াসহ হালকা থেকে মাঝারি ধরনের বৃষ্টি অথবা বজ্রসহ বৃষ্টি হতে পারে। সেই সঙ্গে দেশের কোথাও কোথাও মাঝারি ধরনের ভারী থেকে অতি ভারী বর্ষণ হতে পারে। সারাদেশে দিনের তাপমাত্রা সামান্য কমতে পারে এবং রাতের তাপমাত্রা প্রায় অপরিবর্তিত থাকতে পারে। পরবর্তী ৭২ ঘণ্টায় আবহাওয়ার উল্লেখযোগ্য পরিবর্তন হতে পারে বলে জানানো হয়েছে। bbox=[535, 456, 764, 487]
affidavit-signer-label: নিবেদক bbox=[125, 776, 141, 782]
clinic-row-1 bbox=[9, 890, 281, 912]
main-rule-6 bbox=[201, 655, 361, 656]
world-headline-text: সুদানে বিমান হামলা, ৫ শিশুসহ নিহত ১৭ bbox=[582, 83, 716, 93]
